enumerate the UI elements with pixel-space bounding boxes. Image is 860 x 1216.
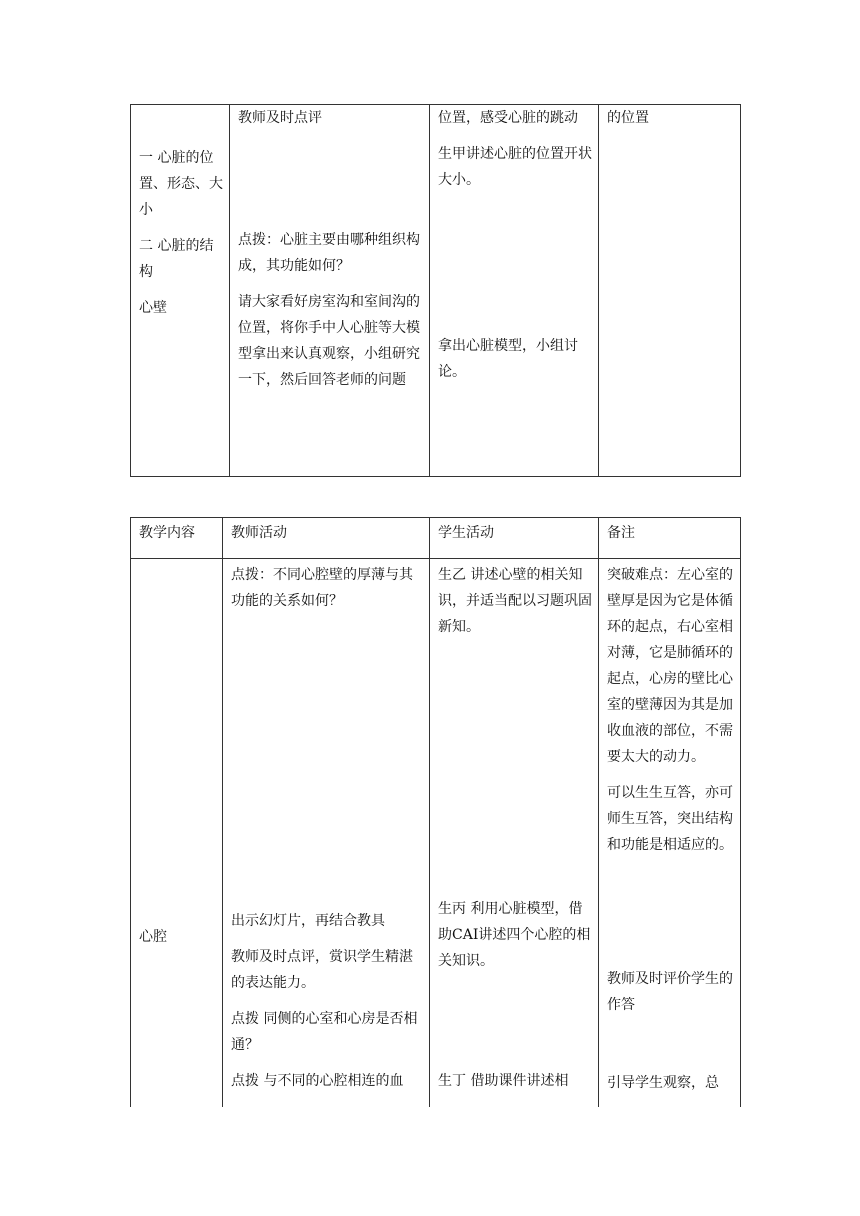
notes-cell [607,1070,737,1096]
notes-text: 突破难点：左心室的壁厚是因为它是体循环的起点，右心室相对薄，它是肺循环的起点，心房的壁比心室的壁薄因为其是加收血液的部位，不需要太大的动力。 [607,567,733,765]
teacher-text: 请大家看好房室沟和室间沟的位置，将你手中人心脏等大模型拿出来认真观察，小组研究一下，然后回答老师的问题 [238,294,420,388]
content-item: 一 心脏的位置、形态、大小 [139,150,223,218]
col-divider [598,105,599,476]
teacher-text: 点拨 同侧的心室和心房是否相通？ [231,1011,418,1053]
header-teacher: 教师活动 [231,525,287,541]
content-cell [139,145,225,331]
content-item: 心壁 [139,300,167,316]
student-text: 生丙 利用心脏模型，借助CAI讲述四个心腔的相关知识。 [438,901,591,969]
student-cell [438,562,594,640]
teacher-text: 教师及时点评，赏识学生精湛的表达能力。 [231,949,413,991]
teacher-cell [238,227,424,403]
teacher-cell [231,908,424,1104]
notes-text: 可以生生互答，亦可师生互答，突出结构和功能是相适应的。 [607,785,733,853]
col-divider [229,105,230,476]
notes-cell [607,105,737,131]
student-cell [438,333,594,385]
teacher-text: 点拨：心脏主要由哪种组织构成，其功能如何？ [238,232,420,274]
teacher-text: 点拨：不同心腔壁的厚薄与其功能的关系如何？ [231,567,413,609]
header-notes: 备注 [607,525,635,541]
teacher-text: 出示幻灯片，再结合教具 [231,913,385,929]
header-divider [131,558,740,559]
student-text: 生乙 讲述心壁的相关知识，并适当配以习题巩固新知。 [438,567,592,635]
lesson-table [130,517,741,1107]
notes-cell [607,562,737,868]
student-text: 拿出心脏模型，小组讨论。 [438,338,578,380]
notes-text: 教师及时评价学生的作答 [607,971,733,1013]
notes-text: 的位置 [607,110,649,126]
student-text: 生甲讲述心脏的位置开状 大小。 [438,146,592,188]
col-divider [429,518,430,1107]
notes-cell [607,966,737,1018]
student-cell [438,1068,594,1094]
col-divider [222,518,223,1107]
col-divider [429,105,430,476]
teacher-text: 教师及时点评 [238,110,322,126]
lesson-table-continuation [130,104,741,477]
student-cell [438,896,594,974]
teacher-cell [231,562,424,614]
notes-text: 引导学生观察，总 [607,1075,719,1091]
teacher-cell [238,105,424,131]
header-content: 教学内容 [139,525,195,541]
header-student: 学生活动 [438,525,494,541]
student-text: 位置，感受心脏的跳动 [438,110,578,126]
student-cell [438,105,594,203]
student-text: 生丁 借助课件讲述相 [438,1073,569,1089]
col-divider [598,518,599,1107]
teacher-text: 点拨 与不同的心腔相连的血 [231,1073,404,1089]
content-item: 二 心脏的结构 [139,238,214,280]
content-label: 心腔 [139,929,167,945]
